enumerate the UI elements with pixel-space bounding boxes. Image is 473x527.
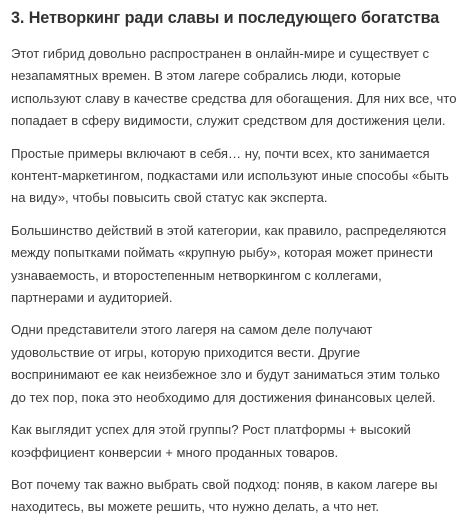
paragraph-line: узнаваемость, и второстепенным нетворкингом с коллегами, <box>11 267 382 283</box>
paragraph-line: до тех пор, пока это необходимо для достижения финансовых целей. <box>11 389 436 405</box>
section-heading: 3. Нетворкинг ради славы и последующего богатства <box>11 9 440 27</box>
paragraph-6 <box>11 474 467 519</box>
paragraph-line: на виду», чтобы повысить свой статус как эксперта. <box>11 190 328 206</box>
paragraph-line: между попытками поймать «крупную рыбу», которая может принести <box>11 245 433 261</box>
paragraph-3 <box>11 220 467 310</box>
paragraph-line: незапамятных времен. В этом лагере собрались люди, которые <box>11 68 401 84</box>
paragraph-line: удовольствие от игры, которую приходится вести. Другие <box>11 344 361 360</box>
paragraph-line: контент-маркетингом, подкастами или используют иные способы «быть <box>11 168 449 184</box>
paragraph-1 <box>11 43 467 133</box>
paragraph-4 <box>11 319 467 409</box>
paragraph-line: Простые примеры включают в себя… ну, почти всех, кто занимается <box>11 145 430 161</box>
paragraph-line: Большинство действий в этой категории, как правило, распределяются <box>11 222 447 238</box>
paragraph-line: попадает в сферу видимости, служит средством для достижения цели. <box>11 113 446 129</box>
paragraph-line: Этот гибрид довольно распространен в онлайн-мире и существует с <box>11 46 429 61</box>
paragraph-line: Одни представители этого лагеря на самом деле получают <box>11 322 373 338</box>
paragraph-line: коэффициент конверсии + много проданных товаров. <box>11 444 339 460</box>
paragraph-line: воспринимают ее как неизбежное зло и будут заниматься этим только <box>11 367 440 383</box>
paragraph-5 <box>11 419 467 464</box>
paragraph-line: находитесь, вы можете решить, что нужно делать, а что нет. <box>11 499 380 515</box>
paragraph-line: Вот почему так важно выбрать свой подход: поняв, в каком лагере вы <box>11 476 438 492</box>
paragraph-2 <box>11 143 467 210</box>
paragraph-line: партнерами и аудиторией. <box>11 290 173 306</box>
paragraph-line: Как выглядит успех для этой группы? Рост платформы + высокий <box>11 422 411 438</box>
paragraph-line: используют славу в качестве средства для обогащения. Для них все, что <box>11 90 457 106</box>
